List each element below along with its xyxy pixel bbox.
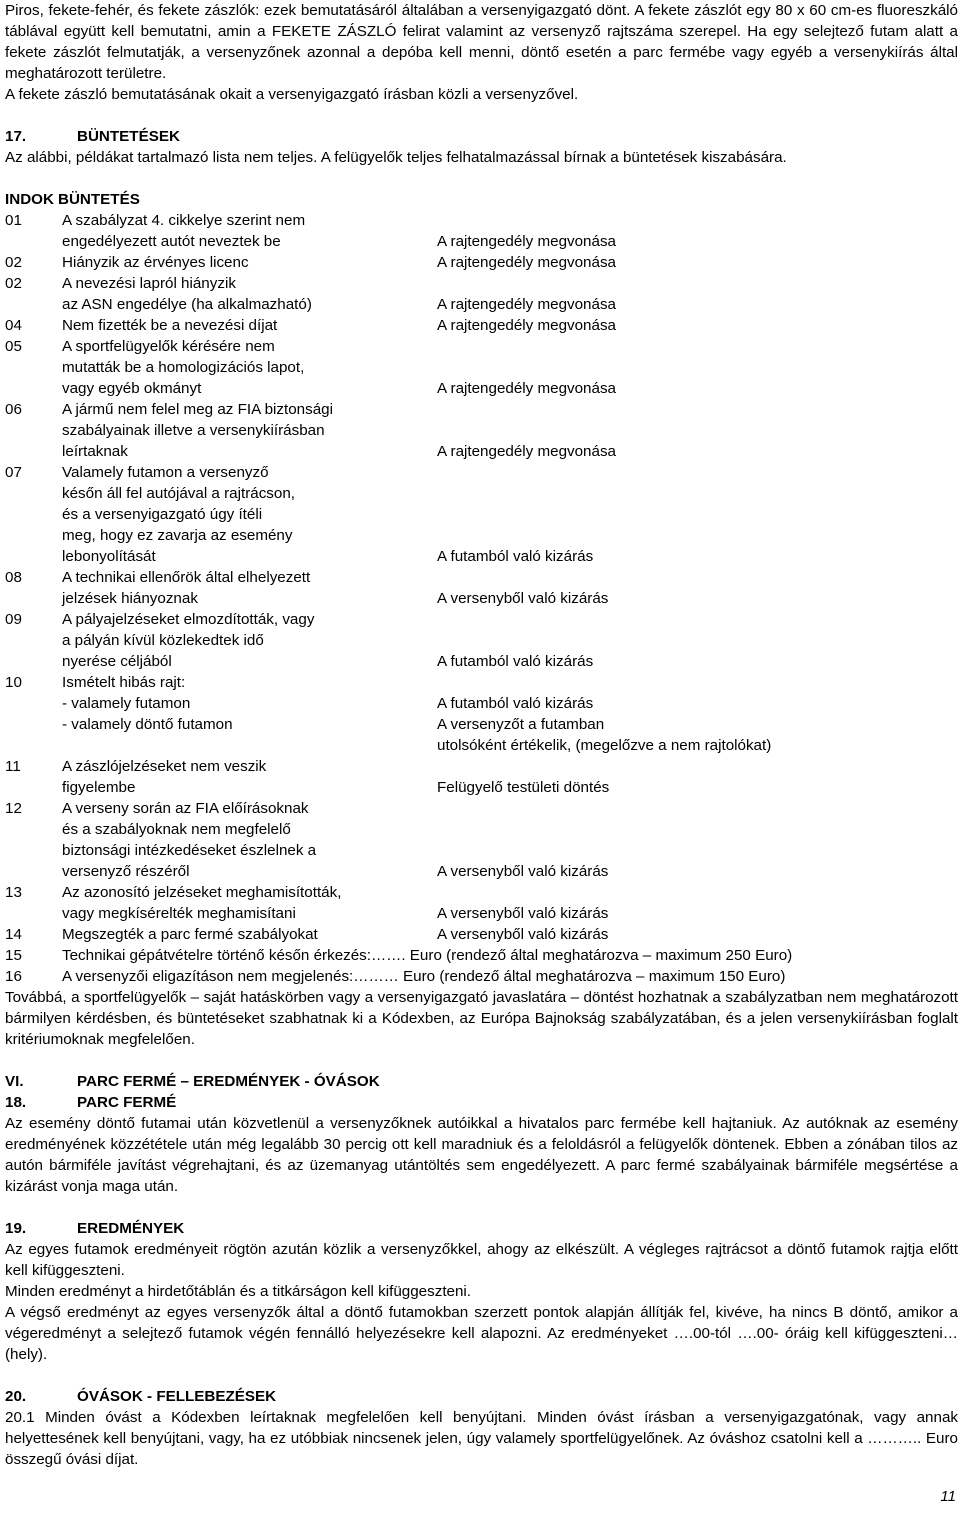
penalty-line: A futamból való kizárás [437, 548, 594, 565]
penalty-table-header [5, 189, 958, 210]
row-penalty [437, 336, 958, 399]
reason-line: A szabályzat 4. cikkelye szerint nem [62, 212, 306, 229]
row-number: 15 [5, 947, 22, 964]
penalty-line: A versenyből való kizárás [437, 590, 609, 607]
row-number: 04 [5, 317, 22, 334]
table-row [5, 945, 958, 966]
row-reason [62, 798, 437, 882]
reason-line: A jármű nem felel meg az FIA biztonsági [62, 401, 333, 418]
section-19-paragraph: Minden eredményt a hirdetőtáblán és a titkárságon kell kifüggeszteni. [5, 1283, 472, 1300]
penalty-line: A rajtengedély megvonása [437, 380, 616, 397]
reason-line: A nevezési lapról hiányzik [62, 275, 236, 292]
intro-paragraph: Piros, fekete-fehér, és fekete zászlók: ezek bemutatásáról általában a versenyigazgató dönt. A fekete zászlót egy 80 x 60 cm-es fluoreszkáló táblával együtt kell bemutatni, amin a FEKETE ZÁSZLÓ felirat valamint az versenyző rajtszáma szerepel. Ha egy selejtező futam alatt a fekete zászlót felmutatják, a versenyzőnek azonnal a depóba kell menni, döntő esetén a parc fermébe vagy egyéb a versenykiírás által meghatározott területre. [5, 2, 958, 82]
row-reason [62, 756, 437, 798]
page-number: 11 [940, 1488, 956, 1505]
reason-line: A verseny során az FIA előírásoknak [62, 800, 309, 817]
penalty-line: A rajtengedély megvonása [437, 233, 616, 250]
table-row [5, 672, 958, 756]
reason-line: és a versenyigazgató úgy ítéli [62, 506, 263, 523]
row-penalty [437, 315, 958, 336]
row-penalty [437, 462, 958, 567]
penalty-line: A futamból való kizárás [437, 653, 594, 670]
table-row [5, 462, 958, 567]
row-text: A versenyzői eligazításon nem megjelenés:……… Euro (rendező által meghatározva – maximum 150 Euro) [62, 968, 786, 985]
row-number: 10 [5, 674, 22, 691]
row-number: 02 [5, 275, 22, 292]
row-text: Technikai gépátvételre történő későn érkezés:……. Euro (rendező által meghatározva – maximum 250 Euro) [62, 947, 793, 964]
row-penalty [437, 756, 958, 798]
section-title: EREDMÉNYEK [77, 1220, 185, 1237]
table-row [5, 210, 958, 252]
row-reason [62, 336, 437, 399]
row-reason [62, 315, 437, 336]
penalty-line: A futamból való kizárás [437, 695, 594, 712]
table-row [5, 315, 958, 336]
penalty-line: A rajtengedély megvonása [437, 443, 616, 460]
penalty-line: A versenyből való kizárás [437, 905, 609, 922]
table-row [5, 924, 958, 945]
row-number: 07 [5, 464, 22, 481]
row-reason [62, 252, 437, 273]
row-number: 13 [5, 884, 22, 901]
intro-paragraph-2: A fekete zászló bemutatásának okait a versenyigazgató írásban közli a versenyzővel. [5, 86, 579, 103]
section-20-heading [5, 1386, 958, 1407]
reason-line: Valamely futamon a versenyző [62, 464, 269, 481]
row-penalty [437, 882, 958, 924]
section-number: 19. [5, 1220, 27, 1237]
row-reason [62, 567, 437, 609]
row-penalty [437, 399, 958, 462]
reason-line: Nem fizették be a nevezési díjat [62, 317, 278, 334]
reason-line: A sportfelügyelők kérésére nem [62, 338, 275, 355]
header-reason: INDOK [5, 191, 54, 208]
reason-line: leírtaknak [62, 443, 128, 460]
table-row [5, 756, 958, 798]
penalty-line: A rajtengedély megvonása [437, 296, 616, 313]
reason-line: engedélyezett autót neveztek be [62, 233, 281, 250]
reason-line: jelzések hiányoznak [62, 590, 198, 607]
chapter-title: PARC FERMÉ – EREDMÉNYEK - ÓVÁSOK [77, 1073, 380, 1090]
section-17-intro: Az alábbi, példákat tartalmazó lista nem teljes. A felügyelők teljes felhatalmazással bírnak a büntetések kiszabására. [5, 149, 787, 166]
reason-line: - valamely futamon [62, 695, 191, 712]
document-page [5, 0, 958, 1470]
reason-line: Ismételt hibás rajt: [62, 674, 186, 691]
reason-line: figyelembe [62, 779, 136, 796]
table-row [5, 336, 958, 399]
row-penalty [437, 798, 958, 882]
table-row [5, 567, 958, 609]
penalty-table [5, 210, 958, 945]
reason-line: nyerése céljából [62, 653, 172, 670]
row-number: 11 [5, 758, 21, 775]
penalty-line: Felügyelő testületi döntés [437, 779, 610, 796]
reason-line: biztonsági intézkedéseket észlelnek a [62, 842, 317, 859]
section-number: 17. [5, 128, 27, 145]
reason-line: mutatták be a homologizációs lapot, [62, 359, 305, 376]
header-penalty: BÜNTETÉS [58, 191, 140, 208]
table-row [5, 399, 958, 462]
section-number: 20. [5, 1388, 27, 1405]
section-20-paragraph: 20.1 Minden óvást a Kódexben leírtaknak megfelelően kell benyújtani. Minden óvást írásban a versenyigazgatónak, vagy annak helyettesének kell benyújtani, vagy, ha ez utóbbiak nincsenek jelen, úgy valamely sportfelügyelőnek. Az óváshoz csatolni kell a ……….. Euro összegű óvási díjat. [5, 1409, 958, 1468]
reason-line: a pályán kívül közlekedtek idő [62, 632, 264, 649]
reason-line: A zászlójelzéseket nem veszik [62, 758, 267, 775]
row-reason [62, 924, 437, 945]
section-title: ÓVÁSOK - FELLEBEZÉSEK [77, 1388, 277, 1405]
penalty-line: utolsóként értékelik, (megelőzve a nem rajtolókat) [437, 737, 772, 754]
row-number: 09 [5, 611, 22, 628]
table-row [5, 273, 958, 315]
row-reason [62, 882, 437, 924]
reason-line: és a szabályoknak nem megfelelő [62, 821, 291, 838]
reason-line: későn áll fel autójával a rajtrácson, [62, 485, 296, 502]
reason-line: Hiányzik az érvényes licenc [62, 254, 249, 271]
table-row [5, 252, 958, 273]
reason-line: Megszegték a parc fermé szabályokat [62, 926, 318, 943]
reason-line: az ASN engedélye (ha alkalmazható) [62, 296, 312, 313]
section-19-paragraph: Az egyes futamok eredményeit rögtön azután közlik a versenyzőkkel, ahogy az elkészült. A végleges rajtrácsot a döntő futamok rajtja előtt kell kifüggeszteni. [5, 1241, 958, 1279]
row-reason [62, 273, 437, 315]
row-number: 16 [5, 968, 22, 985]
reason-line: A technikai ellenőrök által elhelyezett [62, 569, 311, 586]
section-17-heading [5, 126, 958, 147]
row-penalty [437, 567, 958, 609]
reason-line [62, 735, 437, 756]
row-penalty [437, 252, 958, 273]
reason-line: meg, hogy ez zavarja az esemény [62, 527, 293, 544]
section-18-heading [5, 1092, 958, 1113]
row-number: 14 [5, 926, 22, 943]
row-number: 05 [5, 338, 22, 355]
section-title: BÜNTETÉSEK [77, 128, 180, 145]
reason-line: Az azonosító jelzéseket meghamisították, [62, 884, 342, 901]
reason-line: versenyző részéről [62, 863, 190, 880]
section-19-paragraph: A végső eredményt az egyes versenyzők által a döntő futamokban szerzett pontok alapján állítják fel, kivéve, ha nincs B döntő, amikor a végeredményt a selejtező futamok végén fennálló helyezésekre kell alapozni. Az eredményeket ….00-tól ….00- óráig kell kifüggeszteni…(hely). [5, 1304, 958, 1363]
row-reason [62, 210, 437, 252]
reason-line: vagy egyéb okmányt [62, 380, 202, 397]
row-penalty [437, 672, 958, 756]
reason-line: lebonyolítását [62, 548, 156, 565]
reason-line: - valamely döntő futamon [62, 716, 233, 733]
table-row [5, 966, 958, 987]
penalty-line: A versenyből való kizárás [437, 926, 609, 943]
row-number: 06 [5, 401, 22, 418]
chapter-6-heading [5, 1071, 958, 1092]
section-18-text: Az esemény döntő futamai után közvetlenül a versenyzőknek autóikkal a hivatalos parc fermébe kell hajtaniuk. Az autóknak az esemény eredményének közzététele után még legalább 30 percig ott kell maradniuk és a feloldásról a felügyelők döntenek. Ebben a zónában tilos az autón bármiféle javítást végrehajtani, és az üzemanyag utántöltés sem engedélyezett. A parc fermé szabályainak bármiféle megsértése a kizárást vonja maga után. [5, 1115, 958, 1195]
row-reason [62, 672, 437, 756]
table-row [5, 609, 958, 672]
row-number: 08 [5, 569, 22, 586]
penalty-line [437, 672, 958, 693]
reason-line: szabályainak illetve a versenykiírásban [62, 422, 325, 439]
row-number: 02 [5, 254, 22, 271]
row-penalty [437, 273, 958, 315]
row-reason [62, 399, 437, 462]
penalty-line: A versenyzőt a futamban [437, 716, 605, 733]
penalty-line: A versenyből való kizárás [437, 863, 609, 880]
row-number: 12 [5, 800, 22, 817]
penalty-line: A rajtengedély megvonása [437, 254, 616, 271]
section-title: PARC FERMÉ [77, 1094, 177, 1111]
section-19-heading [5, 1218, 958, 1239]
table-row [5, 882, 958, 924]
row-number: 01 [5, 212, 22, 229]
row-penalty [437, 924, 958, 945]
reason-line: vagy megkísérelték meghamisítani [62, 905, 296, 922]
section-number: 18. [5, 1094, 27, 1111]
row-penalty [437, 210, 958, 252]
section-17-closing: Továbbá, a sportfelügyelők – saját hatáskörben vagy a versenyigazgató javaslatára – döntést hozhatnak a szabályzatban nem meghatározott bármilyen kérdésben, és büntetéseket szabhatnak ki a Kódexben, az Európa Bajnokság szabályzatában, és a jelen versenykiírásban foglalt kritériumoknak megfelelően. [5, 989, 958, 1048]
row-reason [62, 609, 437, 672]
reason-line: A pályajelzéseket elmozdították, vagy [62, 611, 315, 628]
row-reason [62, 462, 437, 567]
table-row [5, 798, 958, 882]
penalty-line: A rajtengedély megvonása [437, 317, 616, 334]
row-penalty [437, 609, 958, 672]
chapter-number: VI. [5, 1073, 24, 1090]
